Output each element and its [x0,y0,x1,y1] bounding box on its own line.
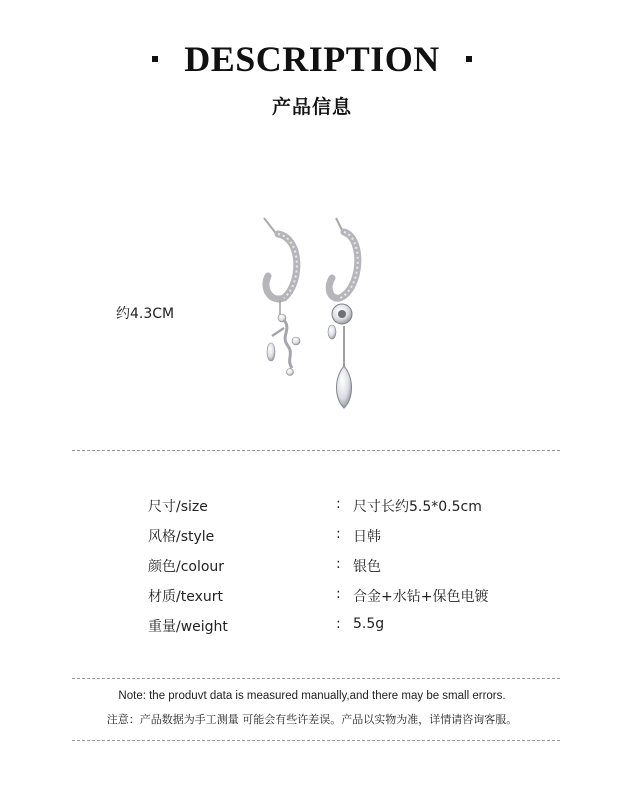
spec-label: 材质/texurt [148,589,223,605]
spec-colon: : [336,526,341,542]
spec-table [0,488,624,638]
spec-value: 5.5g [353,616,385,632]
spec-label: 风格/style [148,529,215,545]
spec-row-weight [0,608,624,638]
product-section [0,200,624,430]
size-label: 约4.3CM [116,306,175,322]
notes [0,690,624,727]
spec-colon: : [336,586,341,602]
spec-colon: : [336,556,341,572]
page-title: DESCRIPTION [184,39,440,79]
spec-value: 尺寸长约5.5*0.5cm [353,499,482,515]
spec-colon: : [336,496,341,512]
divider-notes-top [72,678,560,679]
spec-label: 颜色/colour [148,559,225,575]
spec-value: 日韩 [353,529,381,545]
title-right-dot [466,56,472,62]
spec-colon: : [336,616,341,632]
spec-row-colour [0,548,624,578]
earrings-image [240,208,390,413]
title-row [0,38,624,80]
header [0,38,624,119]
note-chinese: 注意：产品数据为手工测量 可能会有些许差误。产品以实物为准，详情请咨询客服。 [106,713,518,726]
page-subtitle: 产品信息 [271,96,352,118]
title-left-dot [152,56,158,62]
spec-row-size [0,488,624,518]
note-english: Note: the produvt data is measured manually,and there may be small errors. [118,690,506,702]
spec-row-style [0,518,624,548]
spec-value: 合金+水钻+保色电镀 [353,589,489,605]
divider-notes-bottom [72,740,560,741]
left-earring [264,218,300,376]
spec-label: 重量/weight [148,619,228,635]
divider-top [72,450,560,451]
spec-label: 尺寸/size [148,499,208,515]
right-earring [328,218,358,408]
spec-row-material [0,578,624,608]
spec-value: 银色 [353,559,381,575]
